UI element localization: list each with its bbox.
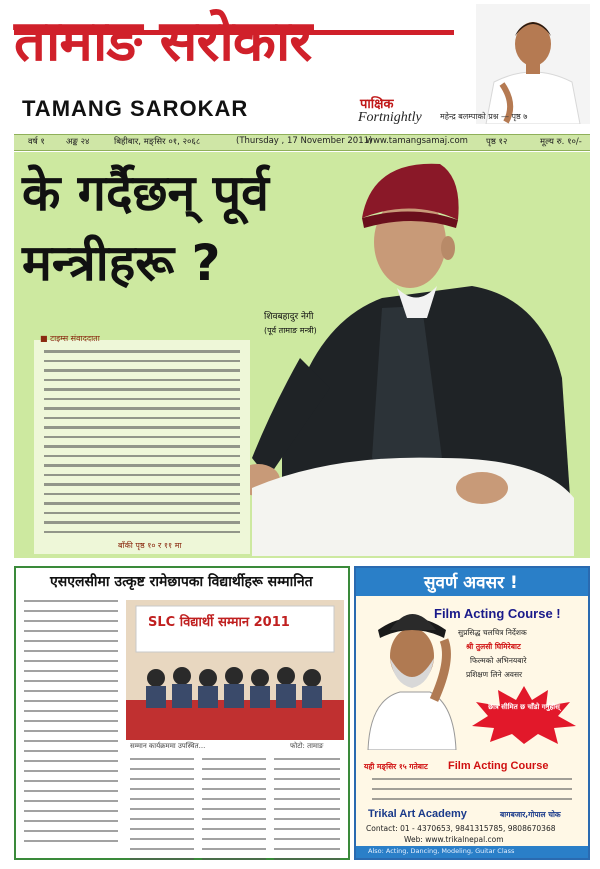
issue-price: मूल्य रु. १०/- [540, 137, 582, 147]
ad-starburst-text: छात्र सीमित छ चाँडो गर्नुहोस् [488, 703, 560, 711]
lead-continued-note: बाँकी पृष्ठ १० र ११ मा [118, 541, 182, 550]
award-photo-caption: सम्मान कार्यक्रममा उपस्थित... [130, 742, 206, 750]
ad-director-photo [360, 600, 460, 750]
issue-date-nepali: बिहीबार, मङ्सिर ०१, २०६८ [114, 137, 201, 147]
issue-info-strip [14, 134, 590, 151]
ad-director-name: श्री तुलसी घिमिरेबाट [466, 642, 521, 651]
second-story-column-1 [24, 600, 118, 850]
ad-footer-text: Also: Acting, Dancing, Modeling, Guitar Class [368, 847, 515, 855]
ceremony-banner-text: SLC विद्यार्थी सम्मान 2011 [148, 615, 290, 630]
lead-headline: के गर्दैछन् पूर्व मन्त्रीहरू ? [22, 164, 269, 292]
lead-byline: ■ टाइम्स संवाददाता [40, 334, 100, 343]
ad-academy-location: बागबजार,गोपाल चोक [500, 810, 561, 819]
website-url: www.tamangsamaj.com [366, 136, 468, 146]
ad-academy-name: Trikal Art Academy [368, 808, 467, 820]
ad-heading: सुवर्ण अवसर ! [424, 573, 518, 593]
page-count: पृष्ठ १२ [486, 137, 508, 147]
masthead-photo-caption: महेन्द्र बलम्पाको प्रश्न — पृष्ठ ७ [440, 112, 528, 121]
ad-course-title-2: Film Acting Course [448, 760, 549, 772]
lead-photo-caption-sub: (पूर्व तामाङ मन्त्री) [264, 326, 317, 335]
ad-starburst [470, 686, 578, 744]
ad-footer-bar [356, 846, 588, 858]
pakshik-label: पाक्षिक [360, 97, 394, 112]
issue-date-english: (Thursday , 17 November 2011) [236, 136, 373, 146]
issue-year: वर्ष १ [28, 137, 45, 147]
ad-web: Web: www.trikalnepal.com [404, 835, 504, 844]
ad-contact: Contact: 01 - 4370653, 9841315785, 9808670368 [366, 824, 556, 833]
ad-course-title: Film Acting Course ! [434, 606, 561, 621]
ad-description-lines [372, 778, 572, 808]
second-story-column-3 [202, 758, 266, 868]
lead-article-text [44, 350, 240, 540]
second-story-column-4 [274, 758, 340, 868]
newspaper-title-english: TAMANG SAROKAR [22, 96, 249, 121]
second-story-column-2 [130, 758, 194, 868]
newspaper-title-devanagari: तामाङ सरोकार [14, 9, 312, 74]
issue-number: अङ्क २४ [66, 137, 90, 147]
ad-director-line: सुप्रसिद्ध चलचित्र निर्देशक [458, 628, 527, 637]
ad-course-start: यही मङ्सिर १५ गतेबाट [364, 762, 428, 771]
fortnightly-label: Fortnightly [358, 110, 422, 125]
masthead-portrait-photo [476, 4, 590, 124]
second-story-headline: एसएलसीमा उत्कृष्ट रामेछापका विद्यार्थीहरू सम्मानित [50, 574, 313, 590]
award-photo-credit: फोटो: तामाङ [290, 742, 324, 750]
ad-line-1: फिल्मको अभिनयबारे [470, 656, 527, 665]
ad-line-2: प्रशिक्षण लिने अवसर [466, 670, 523, 679]
lead-photo-caption-name: शिवबहादुर नेगी [264, 312, 314, 322]
